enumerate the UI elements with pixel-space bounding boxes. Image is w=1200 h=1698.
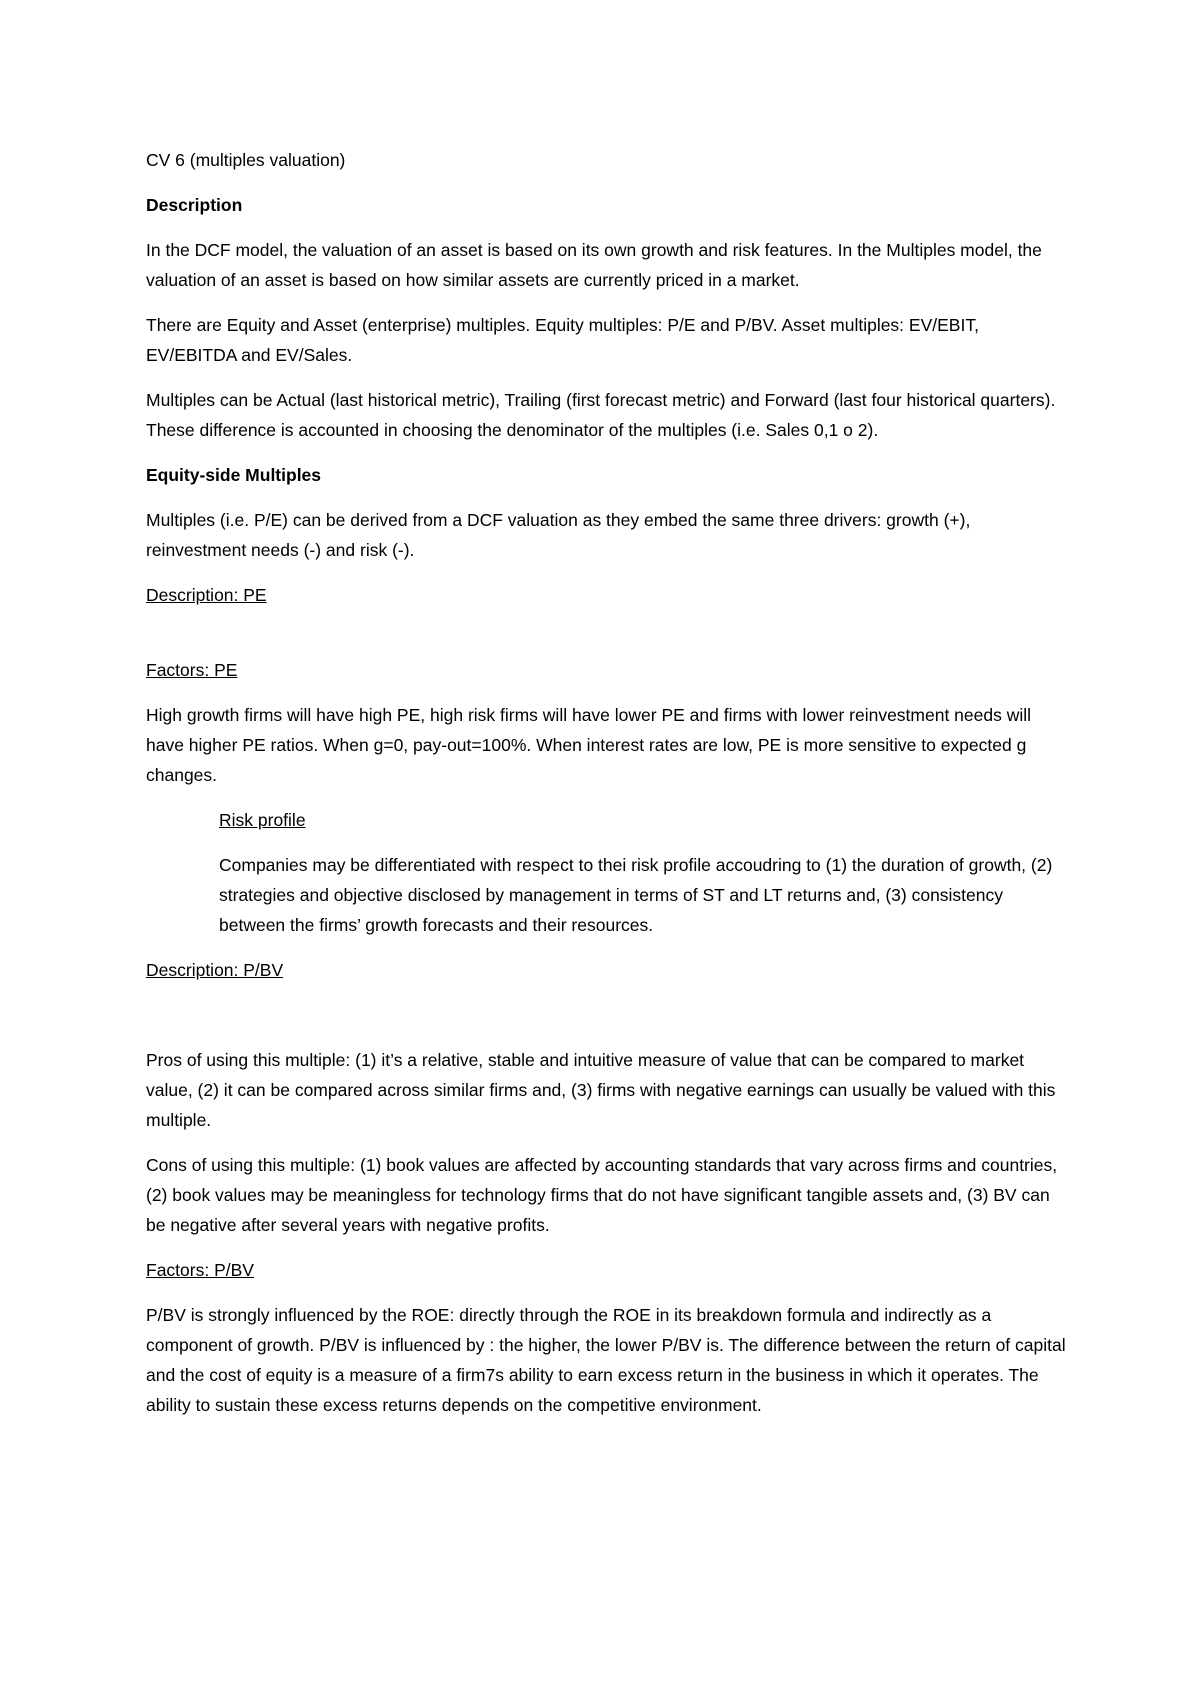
subheading-factors-pe: Factors: PE: [146, 660, 238, 680]
paragraph-equity-side: Multiples (i.e. P/E) can be derived from a DCF valuation as they embed the same three drivers: growth (+), reinvestment needs (-) and risk (-).: [146, 510, 971, 560]
paragraph-factors-pbv: P/BV is strongly influenced by the ROE: directly through the ROE in its breakdown formula and indirectly as a component of growth. P/BV is influenced by : the higher, the lower P/BV is. The difference between the return of capital and the cost of equity is a measure of a firm7s ability to earn excess return in the business in which it operates. The ability to sustain these excess returns depends on the competitive environment.: [146, 1305, 1066, 1415]
document-body: [146, 145, 1066, 1435]
subheading-risk-profile: Risk profile: [219, 810, 306, 830]
heading-equity-side-multiples: Equity-side Multiples: [146, 465, 322, 485]
heading-description: Description: [146, 195, 243, 215]
document-title: CV 6 (multiples valuation): [146, 150, 346, 170]
subheading-description-pbv: Description: P/BV: [146, 960, 284, 980]
subheading-factors-pbv: Factors: P/BV: [146, 1260, 254, 1280]
paragraph-actual-trailing-forward: Multiples can be Actual (last historical metric), Trailing (first forecast metric) and Forward (last four historical quarters). These difference is accounted in choosing the denominator of the multiples (i.e. Sales 0,1 o 2).: [146, 390, 1056, 440]
paragraph-pros: Pros of using this multiple: (1) it’s a relative, stable and intuitive measure of value that can be compared to market value, (2) it can be compared across similar firms and, (3) firms with negative earnings can usually be valued with this multiple.: [146, 1050, 1056, 1130]
paragraph-risk-profile: Companies may be differentiated with respect to thei risk profile accoudring to (1) the duration of growth, (2) strategies and objective disclosed by management in terms of ST and LT returns and, (3) consistency between the firms’ growth forecasts and their resources.: [219, 855, 1053, 935]
paragraph-cons: Cons of using this multiple: (1) book values are affected by accounting standards that vary across firms and countries, (2) book values may be meaningless for technology firms that do not have significant tangible assets and, (3) BV can be negative after several years with negative profits.: [146, 1155, 1058, 1235]
subheading-description-pe: Description: PE: [146, 585, 267, 605]
paragraph-multiple-types: There are Equity and Asset (enterprise) multiples. Equity multiples: P/E and P/BV. Asset multiples: EV/EBIT, EV/EBITDA and EV/Sales.: [146, 315, 979, 365]
paragraph-dcf-vs-multiples: In the DCF model, the valuation of an asset is based on its own growth and risk features. In the Multiples model, the valuation of an asset is based on how similar assets are currently priced in a market.: [146, 240, 1042, 290]
paragraph-factors-pe: High growth firms will have high PE, high risk firms will have lower PE and firms with lower reinvestment needs will have higher PE ratios. When g=0, pay-out=100%. When interest rates are low, PE is more sensitive to expected g changes.: [146, 705, 1032, 785]
